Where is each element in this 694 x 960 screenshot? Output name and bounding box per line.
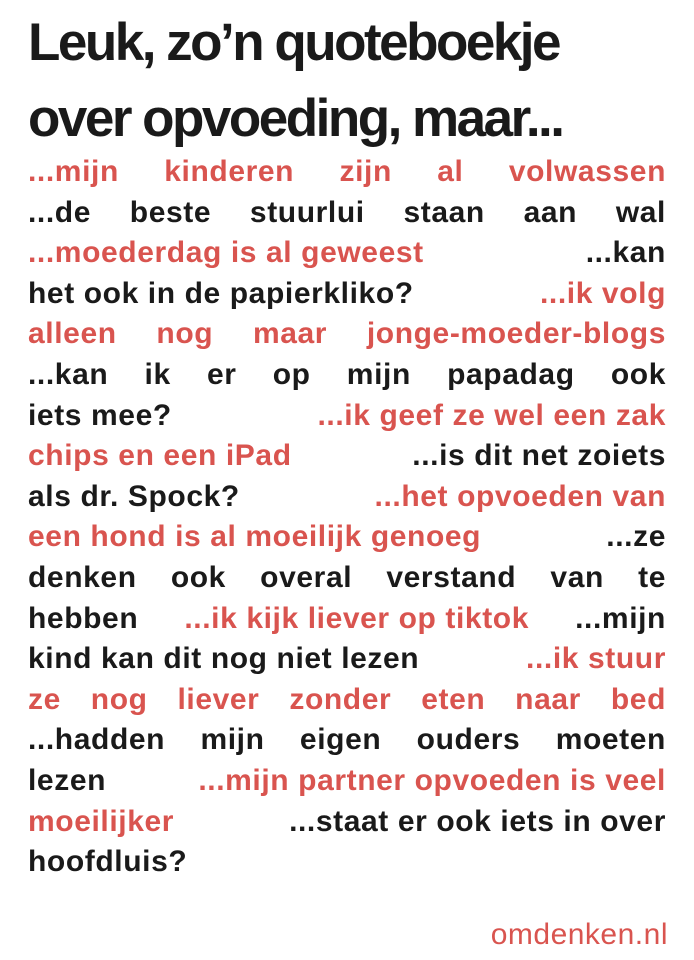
brand-url: omdenken.nl <box>490 918 668 951</box>
quote-line <box>28 439 666 473</box>
quote-fragment: hebben <box>28 601 139 635</box>
quote-fragment: chips en een iPad <box>28 439 292 473</box>
quote-fragment: ...mijn partner opvoeden is veel <box>198 764 666 797</box>
quote-fragment: ...kan <box>585 236 666 270</box>
quote-fragment: ...kan ik er op mijn papadag ook <box>28 358 666 391</box>
quote-fragment: moeilijker <box>28 804 175 838</box>
quote-fragment: ...ik stuur <box>526 642 666 676</box>
quote-line <box>28 399 666 433</box>
quote-fragment: ...ik geef ze wel een zak <box>317 398 666 432</box>
quote-fragment: ...het opvoeden van <box>374 479 666 513</box>
quote-fragment: ...is dit net zoiets <box>412 439 666 473</box>
quote-line <box>28 196 666 230</box>
quote-line <box>28 561 666 595</box>
quote-fragment: ...ik volg <box>539 276 666 310</box>
quote-line <box>28 358 666 392</box>
quote-fragment: als dr. Spock? <box>28 479 240 513</box>
quote-line <box>28 602 666 636</box>
quote-fragment: ...de beste stuurlui staan aan wal <box>28 195 666 229</box>
quote-line <box>28 277 666 311</box>
quote-fragment: ...mijn <box>575 601 666 635</box>
quote-fragment: ...hadden mijn eigen ouders moeten <box>28 723 666 757</box>
quote-line <box>28 845 666 879</box>
quote-fragment: ...ze <box>606 520 666 554</box>
quote-fragment: lezen <box>28 764 107 797</box>
quote-line <box>28 723 666 757</box>
quote-line <box>28 764 666 798</box>
quote-line <box>28 236 666 270</box>
quote-line <box>28 805 666 839</box>
quote-fragment: ze nog liever zonder eten naar bed <box>28 682 666 716</box>
quote-line <box>28 155 666 189</box>
quote-line <box>28 520 666 554</box>
quote-fragment: een hond is al moeilijk genoeg <box>28 520 482 554</box>
quote-fragment: het ook in de papierkliko? <box>28 276 414 310</box>
quote-line <box>28 683 666 717</box>
quote-fragment: ...staat er ook iets in over <box>289 804 666 838</box>
quote-fragment: ...ik kijk liever op tiktok <box>184 601 530 635</box>
quote-fragment: denken ook overal verstand van te <box>28 561 666 594</box>
quote-line <box>28 642 666 676</box>
quote-fragment: alleen nog maar jonge-moeder-blogs <box>28 317 666 351</box>
quote-fragment: kind kan dit nog niet lezen <box>28 642 420 676</box>
title-line-1: Leuk, zo’n quoteboekje <box>28 13 560 72</box>
title-line-2: over opvoeding, maar... <box>28 89 563 148</box>
quote-fragment: ...moederdag is al geweest <box>28 236 424 270</box>
quote-fragment: iets mee? <box>28 398 172 432</box>
quote-fragment: ...mijn kinderen zijn al volwassen <box>28 155 666 188</box>
quote-line <box>28 317 666 351</box>
quote-line <box>28 480 666 514</box>
quote-fragment: hoofdluis? <box>28 845 188 879</box>
